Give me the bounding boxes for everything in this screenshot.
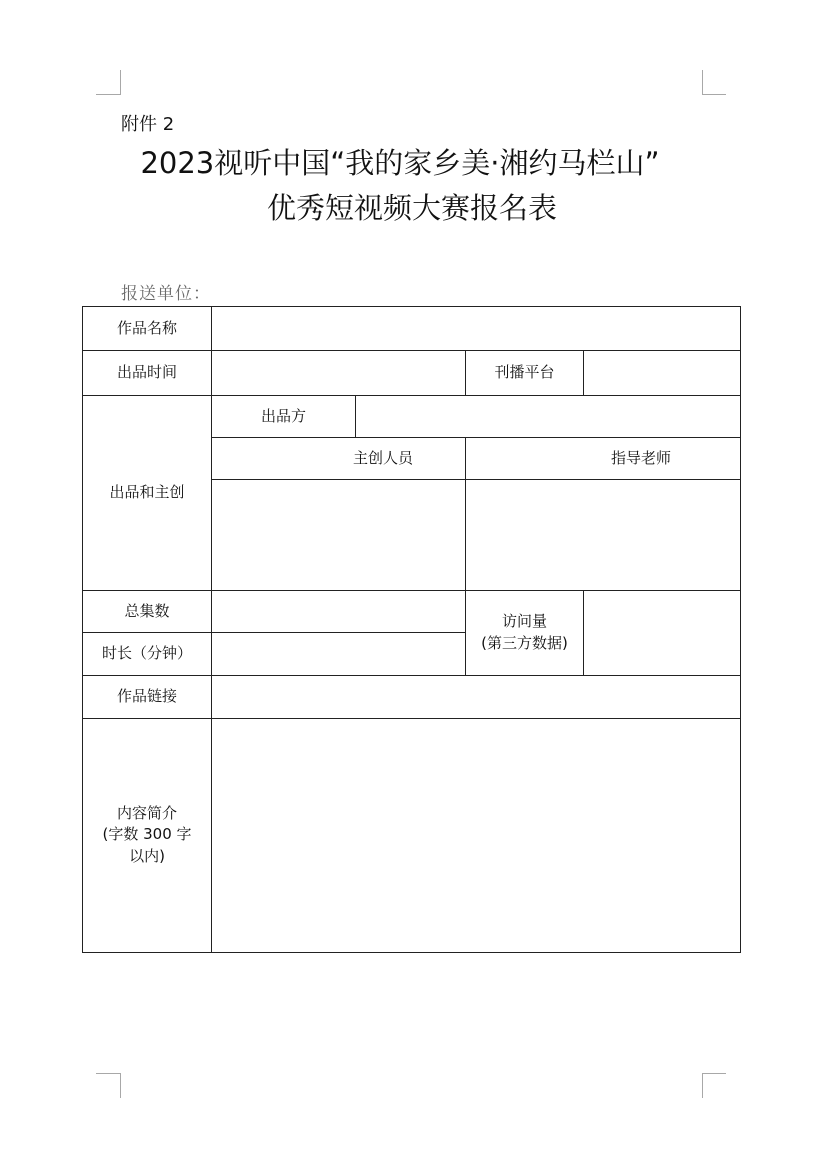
table-row-production-time xyxy=(83,351,741,396)
table-row-total-episodes xyxy=(83,591,741,633)
crop-mark-bottom-right-v xyxy=(702,1073,703,1098)
crop-mark-bottom-left-h xyxy=(96,1073,121,1074)
supervising-teacher-field[interactable] xyxy=(466,480,741,591)
production-time-field[interactable] xyxy=(212,351,466,396)
supervising-teacher-label: 指导老师 xyxy=(466,438,741,480)
table-row-work-link xyxy=(83,675,741,718)
work-link-label: 作品链接 xyxy=(83,675,212,718)
producer-label: 出品方 xyxy=(212,396,356,438)
intro-label xyxy=(83,718,212,952)
crop-mark-top-right-v xyxy=(702,70,703,95)
registration-form-table xyxy=(82,306,741,953)
crop-mark-top-left-v xyxy=(120,70,121,95)
producer-field[interactable] xyxy=(356,396,741,438)
production-time-label: 出品时间 xyxy=(83,351,212,396)
main-creators-field[interactable] xyxy=(212,480,466,591)
page-title-line-1: 2023视听中国“我的家乡美·湘约马栏山” xyxy=(140,146,660,180)
intro-label-line-3: 以内) xyxy=(129,847,165,866)
views-label xyxy=(466,591,584,675)
work-link-field[interactable] xyxy=(212,675,741,718)
reporting-unit-label: 报送单位： xyxy=(121,284,211,304)
intro-label-line-2: (字数 300 字 xyxy=(102,825,192,844)
crop-mark-top-right-h xyxy=(702,94,726,95)
table-row-producer xyxy=(83,396,741,438)
attachment-label: 附件 2 xyxy=(121,114,175,135)
views-label-text: 访问量 xyxy=(501,612,547,631)
intro-label-line-1: 内容简介 xyxy=(116,803,177,822)
broadcast-platform-field[interactable] xyxy=(584,351,741,396)
page-title-line-2: 优秀短视频大赛报名表 xyxy=(266,191,557,225)
crop-mark-top-left-h xyxy=(96,94,121,95)
intro-field[interactable] xyxy=(212,718,741,952)
crop-mark-bottom-left-v xyxy=(120,1073,121,1098)
table-row-work-name xyxy=(83,307,741,351)
total-episodes-field[interactable] xyxy=(212,591,466,633)
duration-field[interactable] xyxy=(212,633,466,675)
broadcast-platform-label: 刊播平台 xyxy=(466,351,584,396)
crop-mark-bottom-right-h xyxy=(702,1073,726,1074)
work-name-label: 作品名称 xyxy=(83,307,212,351)
table-row-intro xyxy=(83,718,741,952)
views-label-note: (第三方数据) xyxy=(481,633,568,652)
views-field[interactable] xyxy=(584,591,741,675)
main-creators-label: 主创人员 xyxy=(212,438,466,480)
work-name-field[interactable] xyxy=(212,307,741,351)
production-and-creators-label: 出品和主创 xyxy=(83,396,212,591)
duration-label: 时长（分钟） xyxy=(83,633,212,675)
total-episodes-label: 总集数 xyxy=(83,591,212,633)
